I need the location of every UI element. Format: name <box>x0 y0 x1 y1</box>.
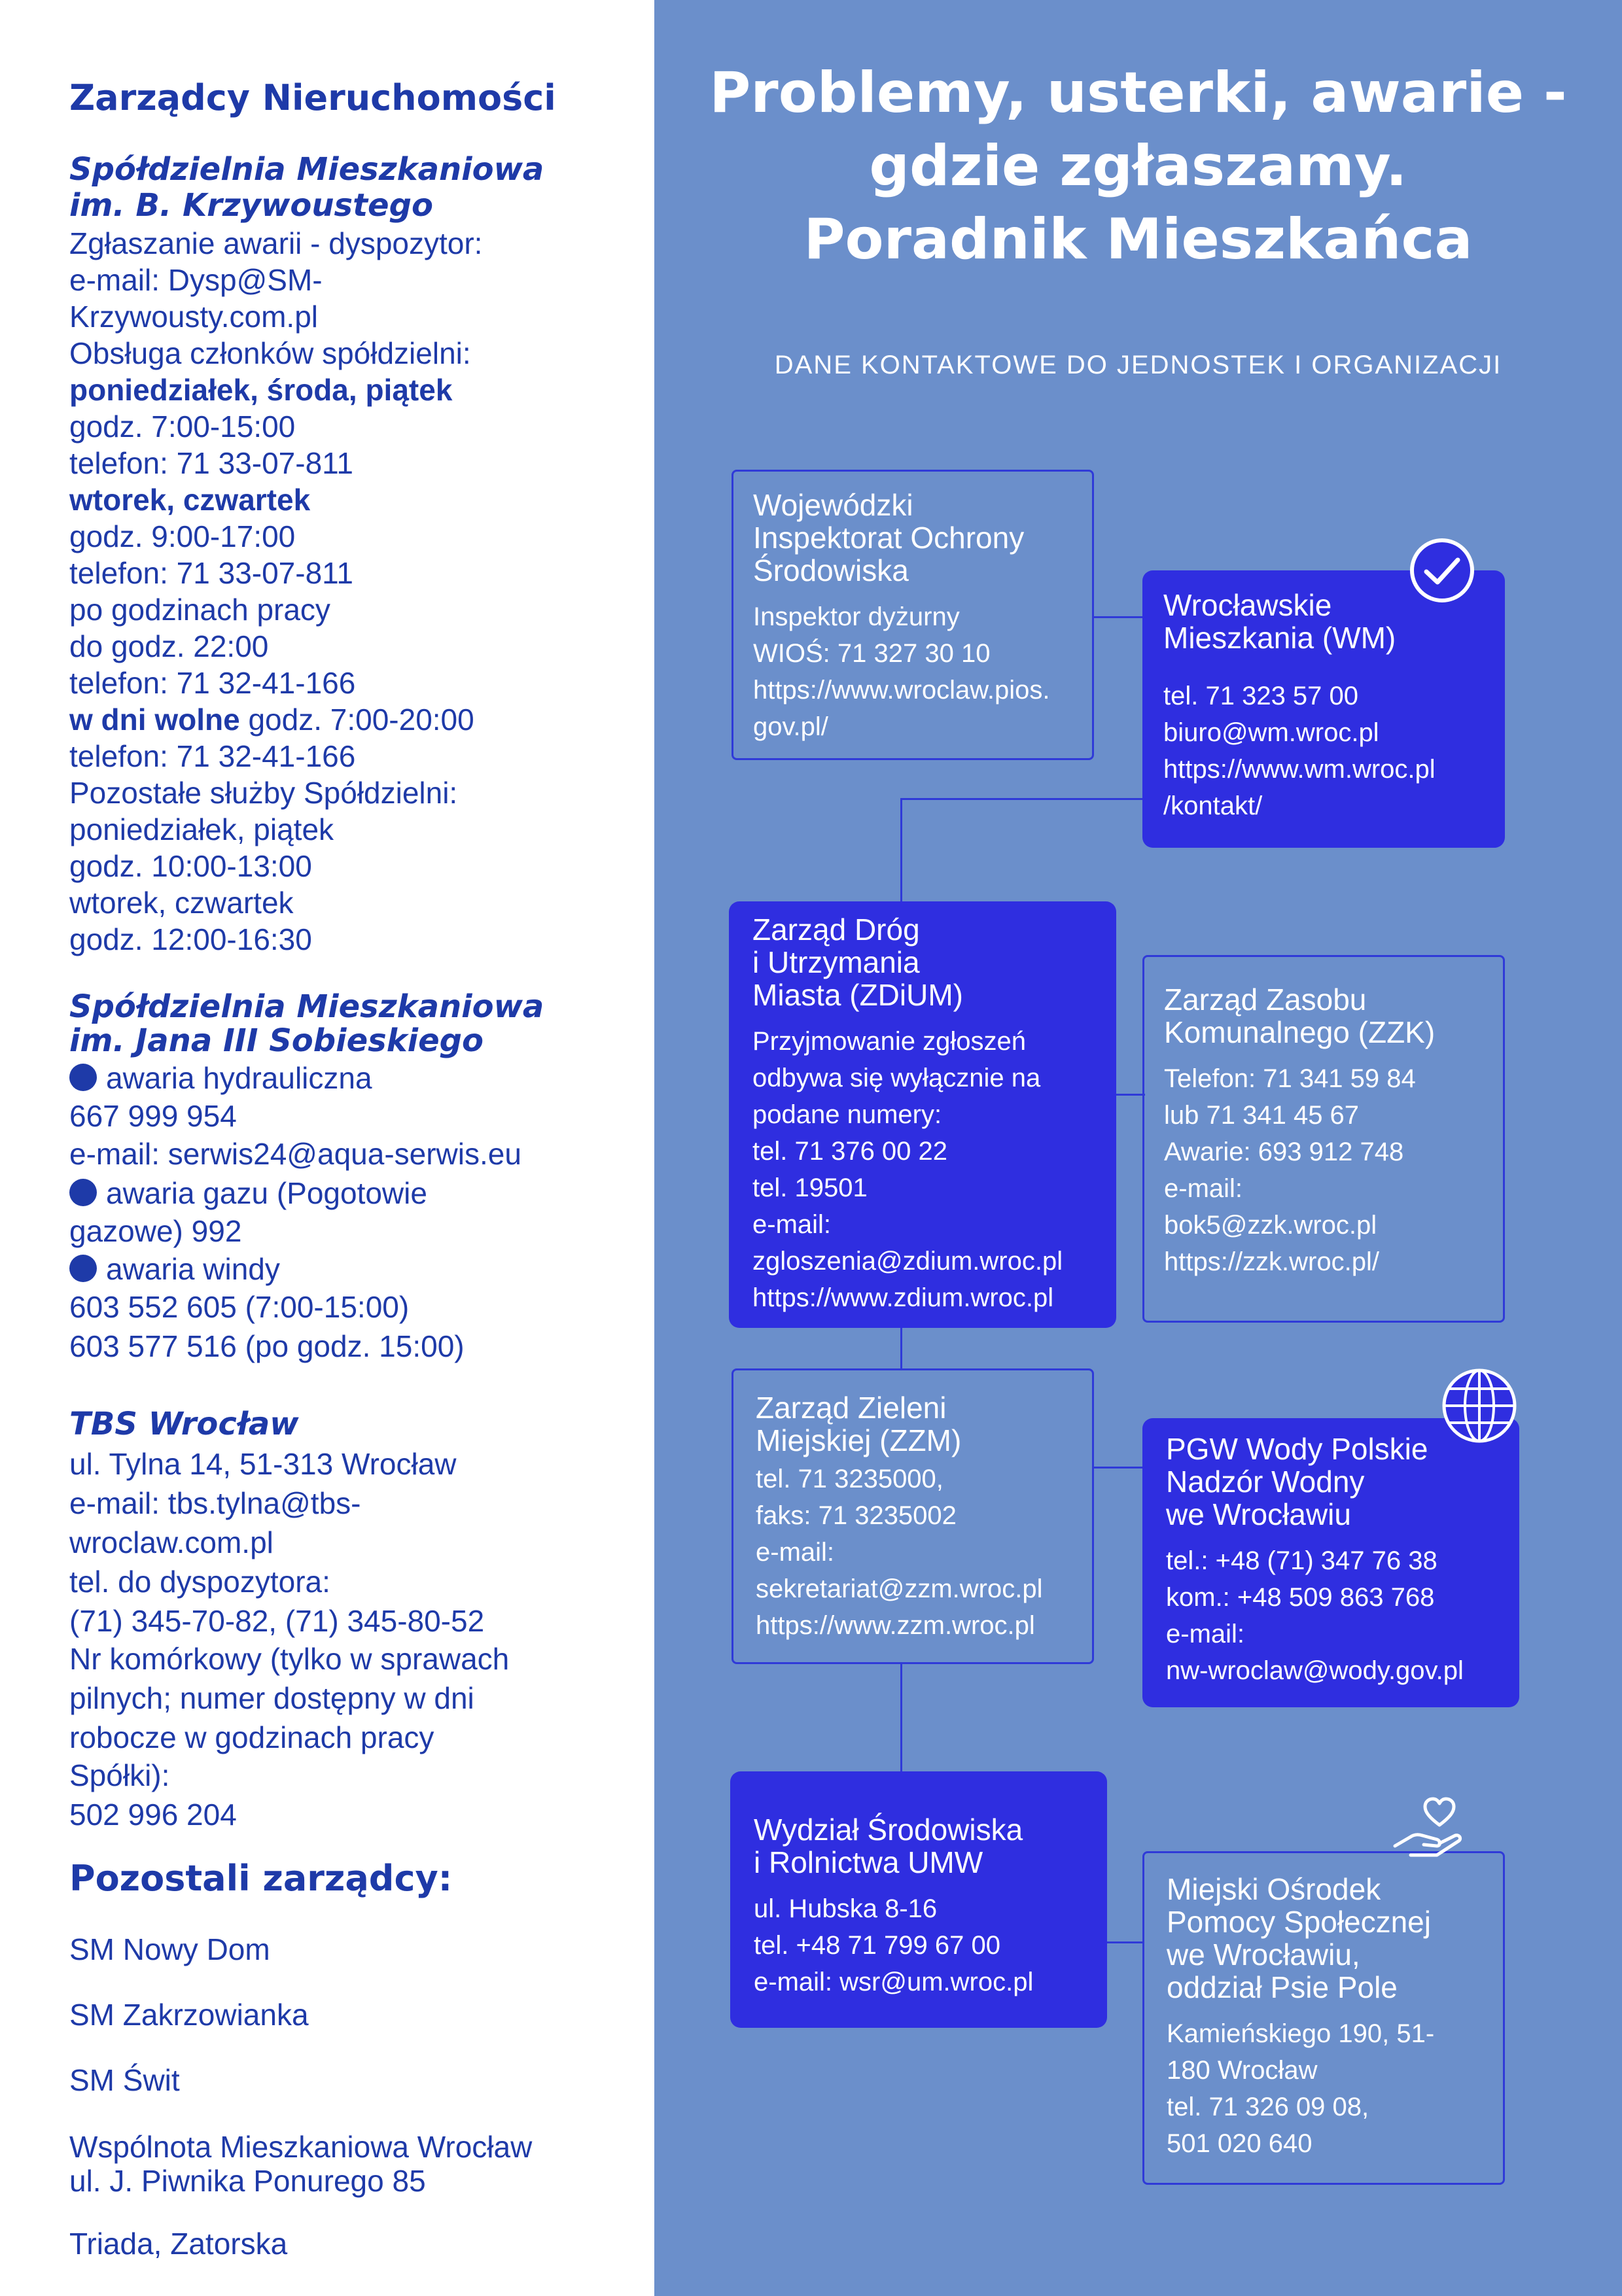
globe-icon <box>1441 1367 1518 1444</box>
connector-line <box>1106 1941 1144 1943</box>
text-line: Pozostałe służby Spółdzielni: <box>69 776 458 810</box>
coop-name-line2: im. B. Krzywoustego <box>69 187 433 224</box>
text-line: gazowe) 992 <box>69 1214 242 1248</box>
hours: godz. 7:00-20:00 <box>248 703 474 737</box>
list-item: SM Nowy Dom <box>69 1932 270 1966</box>
text-line: wtorek, czwartek <box>69 886 294 920</box>
box-body: tel. 71 3235000, faks: 71 3235002 e-mail: sekretariat@zzm.wroc.pl https://www.zzm.wroc.pl <box>756 1465 1043 1640</box>
text-line <box>69 1251 280 1287</box>
text-line <box>69 1060 372 1096</box>
contact-box-umw <box>730 1771 1107 2028</box>
text-line: Spółki): <box>69 1758 170 1792</box>
text-line: ul. Tylna 14, 51-313 Wrocław <box>69 1447 457 1481</box>
connector-line <box>900 1327 902 1370</box>
tbs-name: TBS Wrocław <box>69 1406 299 1442</box>
connector-line <box>900 798 1144 800</box>
list-item: ul. J. Piwnika Ponurego 85 <box>69 2164 426 2198</box>
text-line: (71) 345-70-82, (71) 345-80-52 <box>69 1604 485 1638</box>
title-line: gdzie zgłaszamy. <box>869 133 1407 199</box>
text-line: telefon: 71 32-41-166 <box>69 666 356 700</box>
text-line: telefon: 71 33-07-811 <box>69 446 353 480</box>
days-label: poniedziałek, środa, piątek <box>69 373 453 407</box>
bullet-text: awaria windy <box>106 1252 280 1286</box>
text-line: Krzywousty.com.pl <box>69 300 319 334</box>
checkmark-icon <box>1408 536 1476 604</box>
text-line: e-mail: tbs.tylna@tbs- <box>69 1486 361 1520</box>
title-line: Poradnik Mieszkańca <box>803 207 1473 272</box>
text-line: e-mail: Dysp@SM- <box>69 263 323 297</box>
box-title: Zarząd Zieleni Miejskiej (ZZM) <box>756 1391 962 1457</box>
box-body: tel. 71 323 57 00 biuro@wm.wroc.pl https://www.wm.wroc.pl /kontakt/ <box>1163 682 1436 820</box>
bullet-text: awaria gazu (Pogotowie <box>106 1176 427 1210</box>
page-title <box>654 56 1622 276</box>
others-heading: Pozostali zarządcy: <box>69 1858 453 1899</box>
box-title: Zarząd Dróg i Utrzymania Miasta (ZDiUM) <box>752 913 963 1012</box>
text-line: 667 999 954 <box>69 1099 237 1133</box>
coop-name-line2: im. Jana III Sobieskiego <box>69 1022 484 1059</box>
box-body: Przyjmowanie zgłoszeń odbywa się wyłącznie na podane numery: tel. 71 376 00 22 tel. 19501 e-mail: zgloszenia@zdium.wroc.pl https://www.zdium.wroc.pl <box>752 1027 1063 1312</box>
box-title: PGW Wody Polskie Nadzór Wodny we Wrocławiu <box>1166 1432 1428 1531</box>
text-line <box>69 1175 427 1211</box>
text-line <box>69 701 474 738</box>
text-line: telefon: 71 33-07-811 <box>69 556 353 590</box>
box-body: Telefon: 71 341 59 84 lub 71 341 45 67 Awarie: 693 912 748 e-mail: bok5@zzk.wroc.pl https://zzk.wroc.pl/ <box>1164 1064 1416 1276</box>
text-line: telefon: 71 32-41-166 <box>69 739 356 773</box>
text-line: Obsługa członków spółdzielni: <box>69 336 471 370</box>
connector-line <box>1093 1467 1144 1469</box>
list-item: SM Świt <box>69 2063 180 2097</box>
box-title: Wojewódzki Inspektorat Ochrony Środowiska <box>753 488 1025 587</box>
text-line: do godz. 22:00 <box>69 629 269 663</box>
text-line: pilnych; numer dostępny w dni <box>69 1681 474 1715</box>
text-line: e-mail: serwis24@aqua-serwis.eu <box>69 1137 521 1171</box>
box-title: Miejski Ośrodek Pomocy Społecznej we Wrocławiu, oddział Psie Pole <box>1167 1872 1431 2004</box>
text-line: Zgłaszanie awarii - dyspozytor: <box>69 226 483 260</box>
box-title: Wydział Środowiska i Rolnictwa UMW <box>754 1813 1023 1879</box>
connector-line <box>1112 1094 1145 1096</box>
list-item: Wspólnota Mieszkaniowa Wrocław <box>69 2130 533 2164</box>
list-item: SM Zakrzowianka <box>69 1998 309 2032</box>
connector-line <box>900 1663 902 1773</box>
coop-name-line1: Spółdzielnia Mieszkaniowa <box>69 988 544 1025</box>
contact-box-wm <box>1142 570 1505 848</box>
text-line: robocze w godzinach pracy <box>69 1720 434 1754</box>
box-body: ul. Hubska 8-16 tel. +48 71 799 67 00 e-mail: wsr@um.wroc.pl <box>754 1894 1034 1996</box>
text-line: 502 996 204 <box>69 1798 237 1832</box>
contact-box-wios <box>732 470 1094 760</box>
text-line: godz. 9:00-17:00 <box>69 519 296 553</box>
text-line: godz. 10:00-13:00 <box>69 849 312 883</box>
contact-box-pgw <box>1142 1418 1519 1707</box>
text-line: poniedziałek, piątek <box>69 812 334 846</box>
bullet-icon <box>69 1064 97 1091</box>
connector-line <box>1093 616 1144 618</box>
contact-box-mops <box>1142 1851 1505 2185</box>
text-line: godz. 7:00-15:00 <box>69 409 296 444</box>
list-item: Triada, Zatorska <box>69 2227 288 2261</box>
coop-name-line1: Spółdzielnia Mieszkaniowa <box>69 151 544 188</box>
box-body: Inspektor dyżurny WIOŚ: 71 327 30 10 https://www.wroclaw.pios. gov.pl/ <box>753 602 1050 741</box>
contact-box-zzk <box>1142 955 1505 1323</box>
text-line: wroclaw.com.pl <box>69 1525 273 1559</box>
days-label: wtorek, czwartek <box>69 483 311 517</box>
heart-hand-icon <box>1391 1795 1466 1867</box>
text-line: 603 577 516 (po godz. 15:00) <box>69 1329 465 1363</box>
contact-box-zzm <box>732 1368 1094 1664</box>
text-line: Nr komórkowy (tylko w sprawach <box>69 1642 510 1676</box>
text-line: tel. do dyspozytora: <box>69 1565 330 1599</box>
box-body: tel.: +48 (71) 347 76 38 kom.: +48 509 863 768 e-mail: nw-wroclaw@wody.gov.pl <box>1166 1546 1464 1685</box>
connector-line <box>900 798 902 903</box>
title-line: Problemy, usterki, awarie - <box>709 60 1567 126</box>
bullet-icon <box>69 1179 97 1206</box>
text-line: 603 552 605 (7:00-15:00) <box>69 1290 410 1324</box>
text-line: po godzinach pracy <box>69 593 330 627</box>
box-body: Kamieńskiego 190, 51- 180 Wrocław tel. 71 326 09 08, 501 020 640 <box>1167 2019 1435 2158</box>
box-title: Zarząd Zasobu Komunalnego (ZZK) <box>1164 983 1436 1049</box>
section-heading: Zarządcy Nieruchomości <box>69 77 556 118</box>
bullet-text: awaria hydrauliczna <box>106 1061 372 1095</box>
page-subtitle: DANE KONTAKTOWE DO JEDNOSTEK I ORGANIZACJI <box>774 351 1502 379</box>
text-line: godz. 12:00-16:30 <box>69 922 312 956</box>
days-label: w dni wolne <box>69 703 240 737</box>
bullet-icon <box>69 1255 97 1282</box>
contact-box-zdium <box>729 901 1116 1328</box>
box-title: Wrocławskie Mieszkania (WM) <box>1163 588 1396 655</box>
